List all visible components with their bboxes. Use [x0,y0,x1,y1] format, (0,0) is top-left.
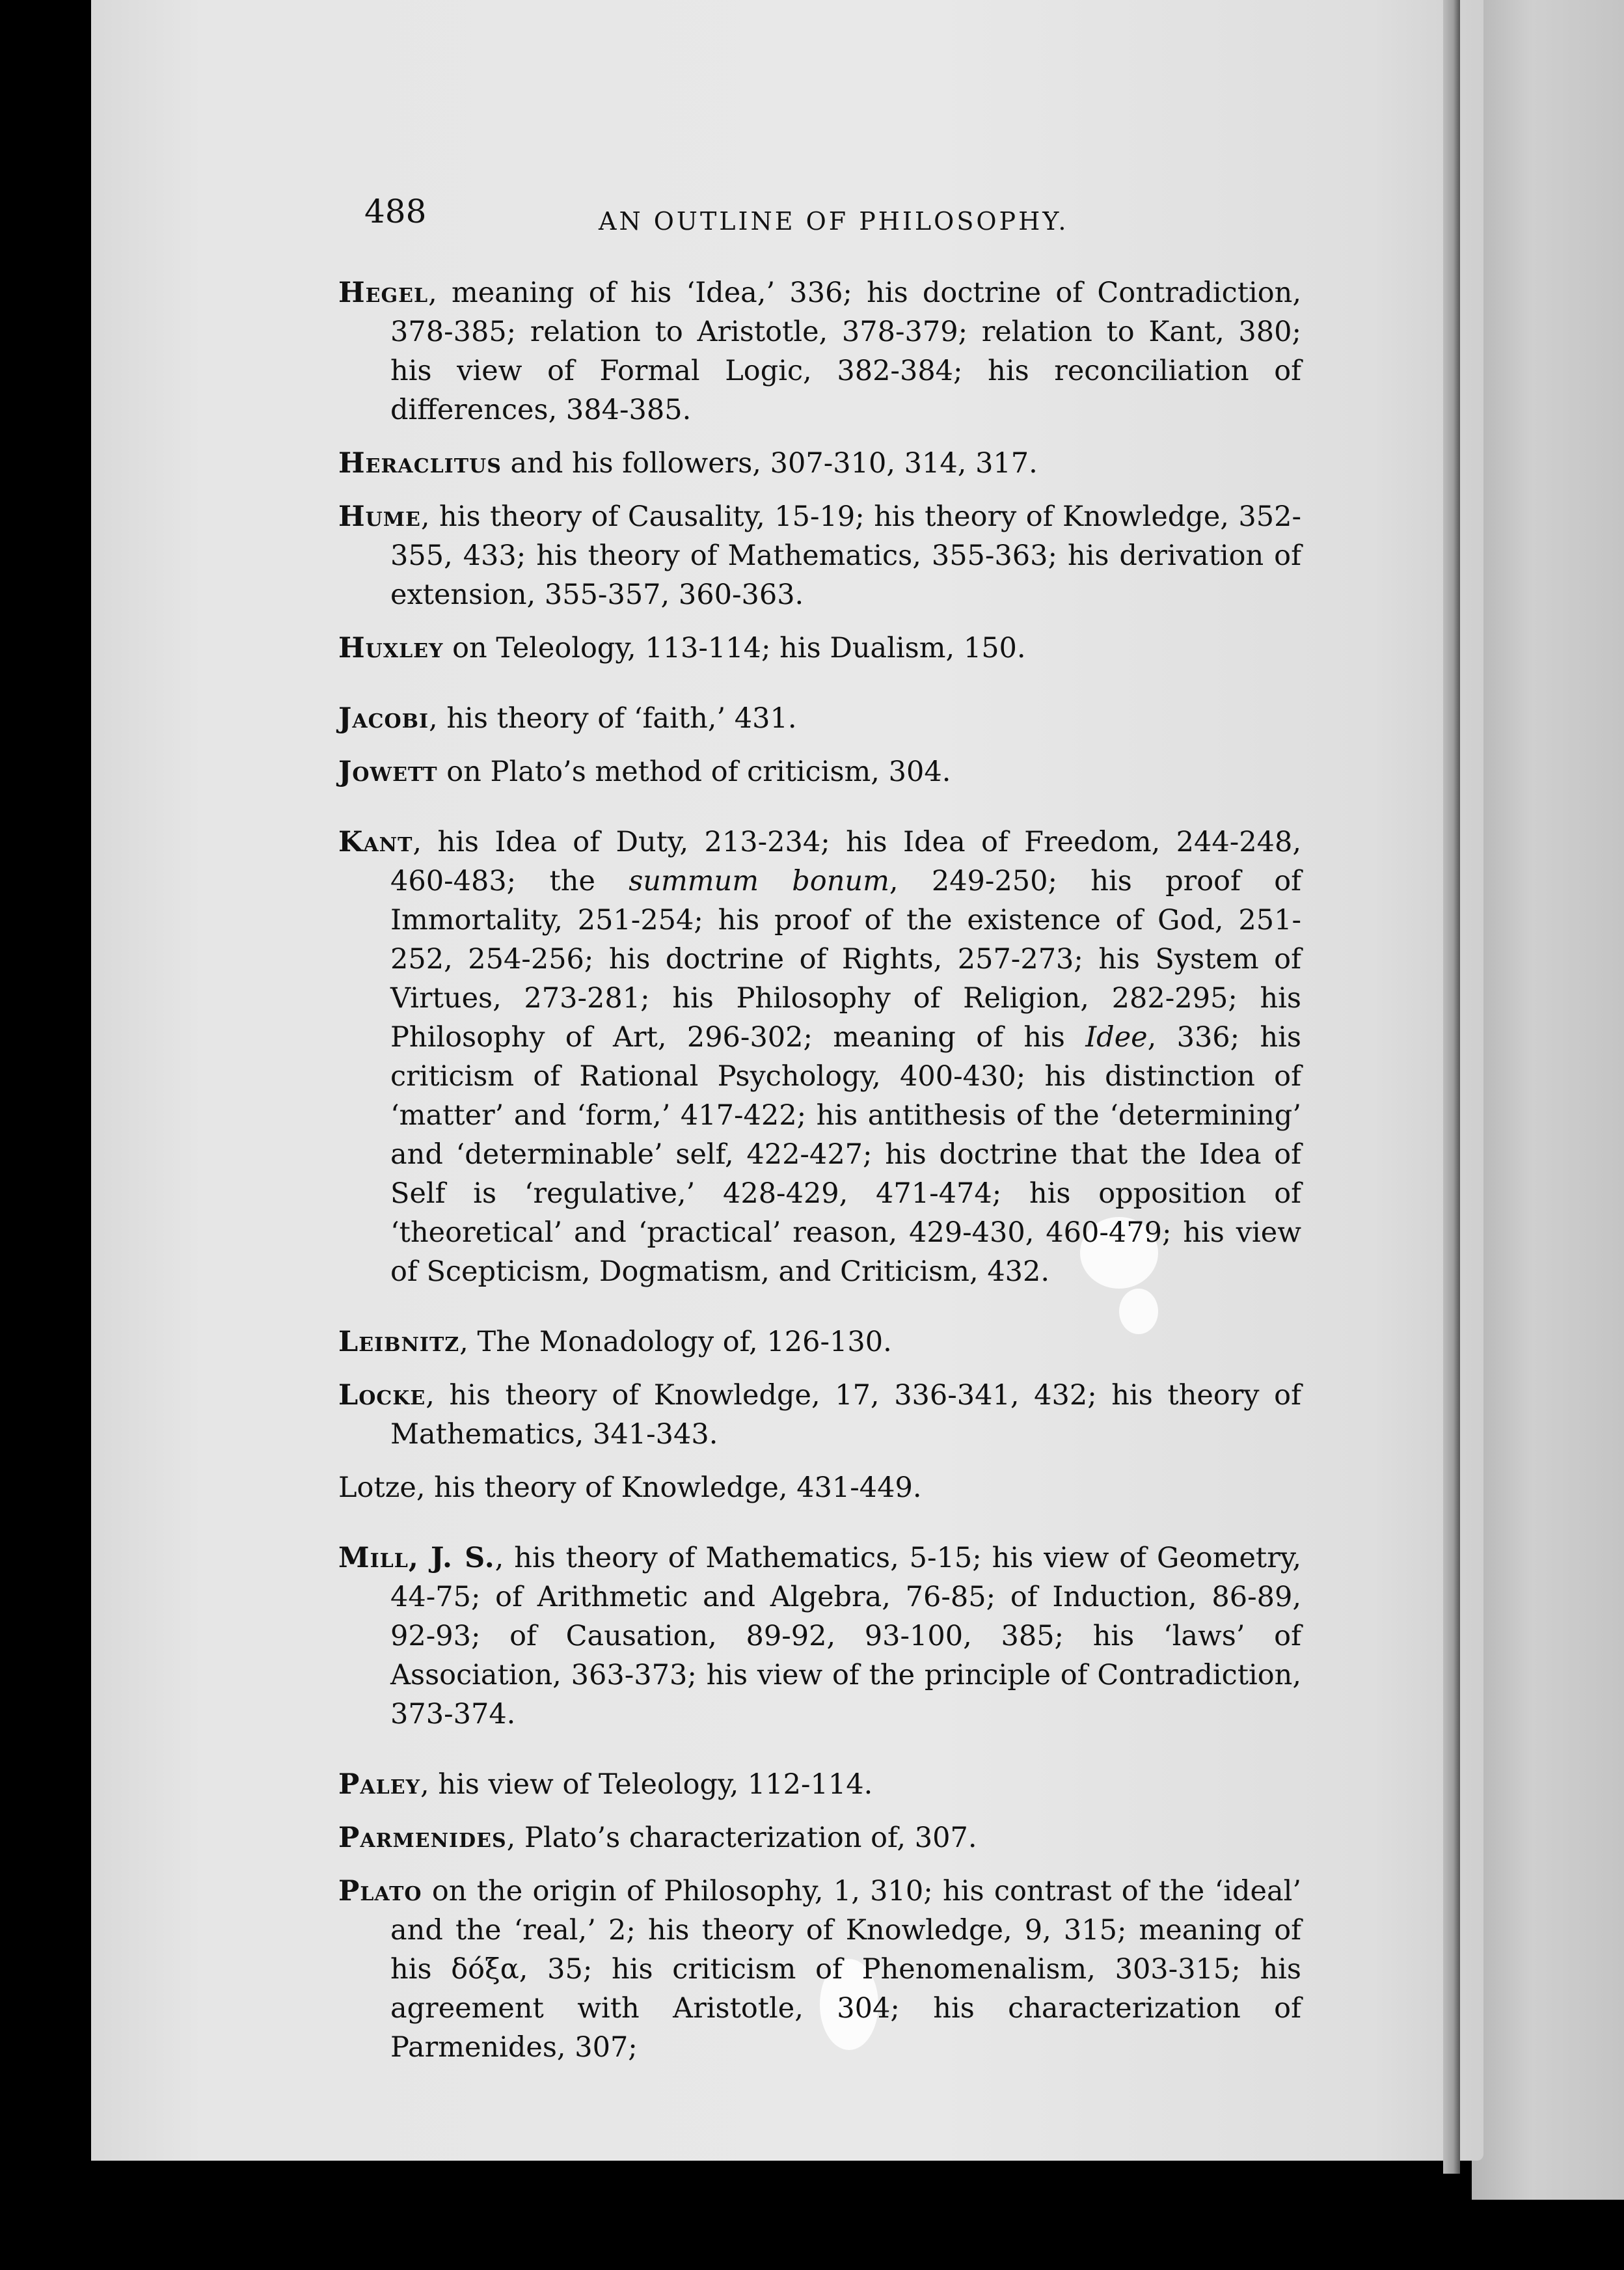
page-number: 488 [364,193,427,230]
entry-headword: Hegel [338,277,429,309]
entry-text: on Teleology, 113-114; his Dualism, 150. [443,632,1026,664]
index-entry-hegel [338,273,1301,430]
entry-text: , his theory of Knowledge, 17, 336-341, 432; his theory of Mathematics, 341-343. [390,1379,1301,1451]
entry-text: , his theory of ‘faith,’ 431. [429,702,797,735]
index-entry-paley [338,1765,1301,1804]
entry-text: , 249-250; his proof of Immortality, 251-254; his proof of the existence of God, 251-252, 254-256; his doctrine of Rights, 257-273; his System of Virtues, 273-281; his Philosophy of Religion, 282-295; his Philosophy of Art, 296-302; meaning of his [390,865,1302,1054]
entry-headword: Hume [338,500,421,533]
entry-headword: Jowett [338,756,438,788]
entry-text: , his Idea of Duty, 213-234; his Idea of Freedom, 244-248, 460-483; the [390,826,1301,897]
index-entry-heraclitus [338,444,1301,483]
entry-headword: Lotze [338,1471,416,1504]
entry-text: , 336; his criticism of Rational Psychology, 400-430; his distinction of ‘matter’ and ‘form,’ 417-422; his antithesis of the ‘determining’ and ‘determinable’ self, 422-427; his doctrine that the Idea of Self is ‘regulative,’ 428-429, 471-474; his opposition of ‘theoretical’ and ‘practical’ reason, 429-430, 460-479; his view of Scepticism, Dogmatism, and Criticism, 432. [390,1021,1301,1288]
index-entry-plato [338,1872,1301,2067]
facing-page-edge [1472,0,1624,2200]
running-title: AN OUTLINE OF PHILOSOPHY. [599,207,1069,236]
entry-text: on Plato’s method of criticism, 304. [437,756,951,788]
entry-text: , The Monadology of, 126-130. [459,1326,892,1358]
entry-text: , his theory of Mathematics, 5-15; his view of Geometry, 44-75; of Arithmetic and Algebra, 76-85; of Induction, 86-89, 92-93; of Causation, 89-92, 93-100, 385; his ‘laws’ of Association, 363-373; his view of the principle of Contradiction, 373-374. [390,1542,1301,1730]
entry-headword: Leibnitz [338,1326,460,1358]
page-gutter-edge [1443,0,1460,2174]
entry-text: on the origin of Philosophy, 1, 310; his contrast of the ‘ideal’ and the ‘real,’ 2; his theory of Knowledge, 9, 315; meaning of his δόξα, 35; his criticism of Phenomenalism, 303-315; his agreement with Aristotle, 304; his characterization of Parmenides, 307; [390,1875,1301,2064]
index-entry-jacobi [338,699,1301,738]
entry-headword: Heraclitus [338,447,502,480]
index-entry-mill [338,1538,1301,1734]
entry-headword: Jacobi [338,702,429,735]
entry-text: , Plato’s characterization of, 307. [506,1822,977,1854]
entry-headword: Paley [338,1768,420,1801]
entry-text: , his theory of Causality, 15-19; his theory of Knowledge, 352-355, 433; his theory of Mathematics, 355-363; his derivation of extension, 355-357, 360-363. [390,500,1301,611]
index-entry-leibnitz [338,1322,1301,1361]
entry-headword: Huxley [338,632,444,664]
index-entries [338,273,1301,2081]
entry-italic-term: Idee [1085,1021,1148,1054]
entry-text: , his theory of Knowledge, 431-449. [416,1471,922,1504]
index-entry-jowett [338,752,1301,791]
index-entry-hume [338,497,1301,614]
entry-headword: Parmenides [338,1822,507,1854]
entry-italic-term: summum bonum [629,865,889,897]
entry-headword: Plato [338,1875,422,1908]
entry-headword: Locke [338,1379,426,1412]
entry-headword: Mill, J. S. [338,1542,495,1574]
entry-text: and his followers, 307-310, 314, 317. [501,447,1038,480]
index-entry-parmenides [338,1818,1301,1857]
entry-headword: Kant [338,826,413,858]
index-entry-lotze [338,1468,1301,1507]
index-entry-locke [338,1376,1301,1454]
index-entry-huxley [338,629,1301,668]
index-entry-kant [338,823,1301,1291]
entry-text: , his view of Teleology, 112-114. [420,1768,873,1801]
entry-text: , meaning of his ‘Idea,’ 336; his doctrine of Contradiction, 378-385; relation to Aristotle, 378-379; relation to Kant, 380; his view of Formal Logic, 382-384; his reconciliation of differences, 384-385. [390,277,1301,426]
